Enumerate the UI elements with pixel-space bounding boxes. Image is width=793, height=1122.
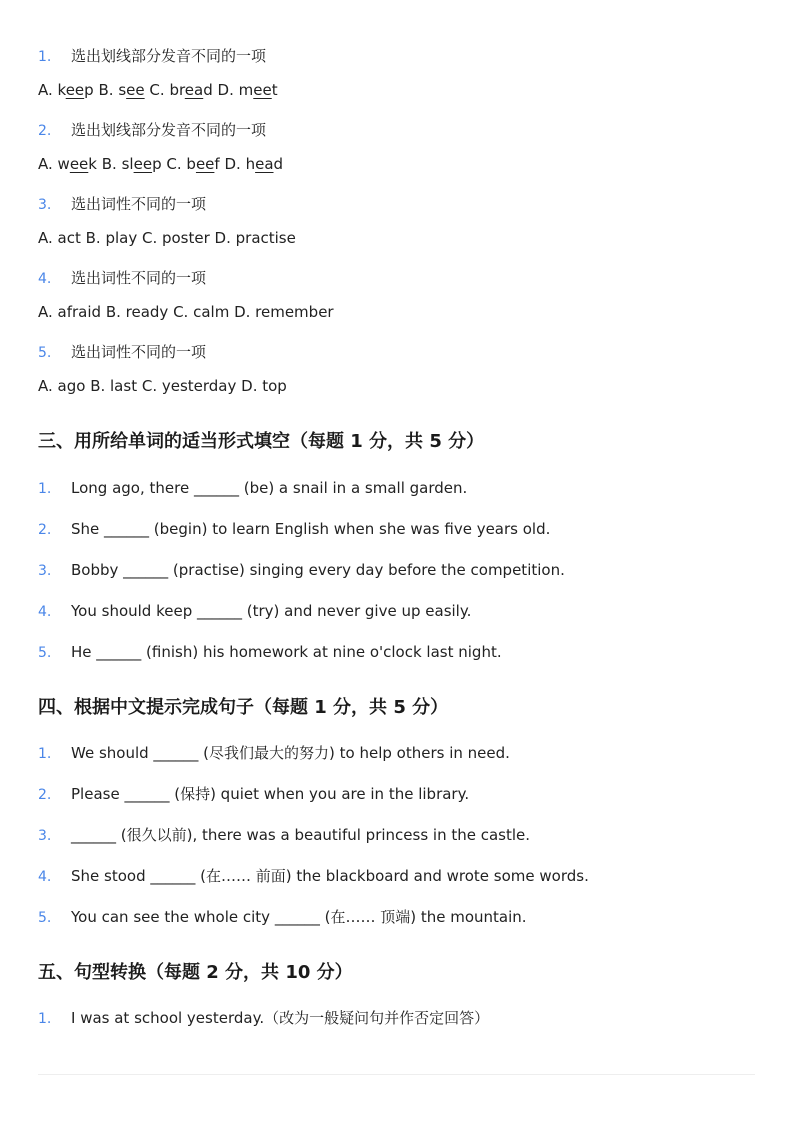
question-text: He ______ (finish) his homework at nine o'clock last night.: [71, 643, 502, 661]
question-number: 3.: [38, 563, 52, 579]
question-prompt: [38, 342, 206, 363]
question-text: I was at school yesterday.（改为一般疑问句并作否定回答）: [71, 1009, 490, 1027]
question-item: [38, 784, 469, 805]
underlined-part: ea: [255, 155, 274, 173]
word-part: br: [169, 81, 185, 99]
word-part: d: [203, 81, 213, 99]
question-item: [38, 642, 502, 663]
question-number: 3.: [38, 197, 52, 213]
options-line: A. ago B. last C. yesterday D. top: [38, 377, 287, 395]
option-letter: A.: [38, 155, 53, 173]
question-number: 1.: [38, 746, 52, 762]
question-item: [38, 1008, 489, 1029]
underlined-part: ee: [69, 155, 89, 173]
question-text: 选出词性不同的一项: [71, 195, 207, 213]
page-divider: [38, 1074, 755, 1075]
question-item: [38, 519, 550, 540]
underlined-part: ee: [133, 155, 153, 173]
option-letter: D.: [224, 155, 241, 173]
question-item: [38, 560, 565, 581]
word-part: h: [245, 155, 256, 173]
options-line: [38, 80, 278, 100]
option-letter: A.: [38, 81, 53, 99]
question-text: ______ (很久以前), there was a beautiful princess in the castle.: [71, 826, 531, 844]
word-part: k: [57, 81, 66, 99]
question-text: 选出词性不同的一项: [71, 269, 207, 287]
question-number: 3.: [38, 828, 52, 844]
options-line: A. act B. play C. poster D. practise: [38, 229, 296, 247]
word-part: p: [84, 81, 94, 99]
question-number: 5.: [38, 645, 52, 661]
underlined-part: ee: [253, 81, 272, 99]
section-heading: 五、句型转换（每题 2 分，共 10 分）: [38, 962, 353, 983]
word-part: f: [214, 155, 220, 173]
question-item: [38, 907, 527, 928]
option-letter: C.: [166, 155, 182, 173]
options-line: [38, 154, 283, 174]
question-number: 1.: [38, 49, 52, 65]
underlined-part: ee: [65, 81, 85, 99]
word-part: p: [152, 155, 162, 173]
question-number: 2.: [38, 522, 52, 538]
word-part: s: [118, 81, 127, 99]
question-prompt: [38, 268, 206, 289]
option-letter: B.: [98, 81, 114, 99]
question-prompt: [38, 46, 266, 67]
question-text: 选出词性不同的一项: [71, 343, 207, 361]
question-number: 4.: [38, 869, 52, 885]
question-number: 1.: [38, 1011, 52, 1027]
word-part: sl: [121, 155, 134, 173]
question-item: [38, 866, 589, 887]
underlined-part: ee: [195, 155, 215, 173]
question-text: She ______ (begin) to learn English when she was five years old.: [71, 520, 551, 538]
question-item: [38, 601, 471, 622]
question-number: 4.: [38, 271, 52, 287]
section-heading: 四、根据中文提示完成句子（每题 1 分，共 5 分）: [38, 697, 449, 718]
word-part: k: [88, 155, 97, 173]
question-text: We should ______ (尽我们最大的努力) to help others in need.: [71, 744, 510, 762]
question-prompt: [38, 120, 266, 141]
underlined-part: ee: [126, 81, 145, 99]
question-text: You can see the whole city ______ (在…… 顶端) the mountain.: [71, 908, 527, 926]
question-text: Please ______ (保持) quiet when you are in the library.: [71, 785, 470, 803]
word-part: b: [186, 155, 196, 173]
question-text: 选出划线部分发音不同的一项: [71, 47, 267, 65]
option-letter: C.: [149, 81, 165, 99]
options-line: A. afraid B. ready C. calm D. remember: [38, 303, 334, 321]
underlined-part: ea: [184, 81, 204, 99]
question-number: 2.: [38, 787, 52, 803]
word-part: d: [273, 155, 284, 173]
option-letter: B.: [101, 155, 117, 173]
section-heading: 三、用所给单词的适当形式填空（每题 1 分，共 5 分）: [38, 431, 485, 452]
question-text: She stood ______ (在…… 前面) the blackboard and wrote some words.: [71, 867, 589, 885]
question-number: 5.: [38, 910, 52, 926]
question-text: Long ago, there ______ (be) a snail in a small garden.: [71, 479, 468, 497]
question-number: 1.: [38, 481, 52, 497]
question-item: [38, 478, 467, 499]
question-number: 5.: [38, 345, 52, 361]
question-prompt: [38, 194, 206, 215]
question-text: You should keep ______ (try) and never give up easily.: [71, 602, 472, 620]
question-text: Bobby ______ (practise) singing every day before the competition.: [71, 561, 565, 579]
word-part: t: [271, 81, 278, 99]
question-item: [38, 743, 510, 764]
word-part: w: [57, 155, 70, 173]
question-number: 2.: [38, 123, 52, 139]
option-letter: D.: [217, 81, 234, 99]
question-number: 4.: [38, 604, 52, 620]
question-text: 选出划线部分发音不同的一项: [71, 121, 267, 139]
question-item: [38, 825, 530, 846]
word-part: m: [238, 81, 254, 99]
